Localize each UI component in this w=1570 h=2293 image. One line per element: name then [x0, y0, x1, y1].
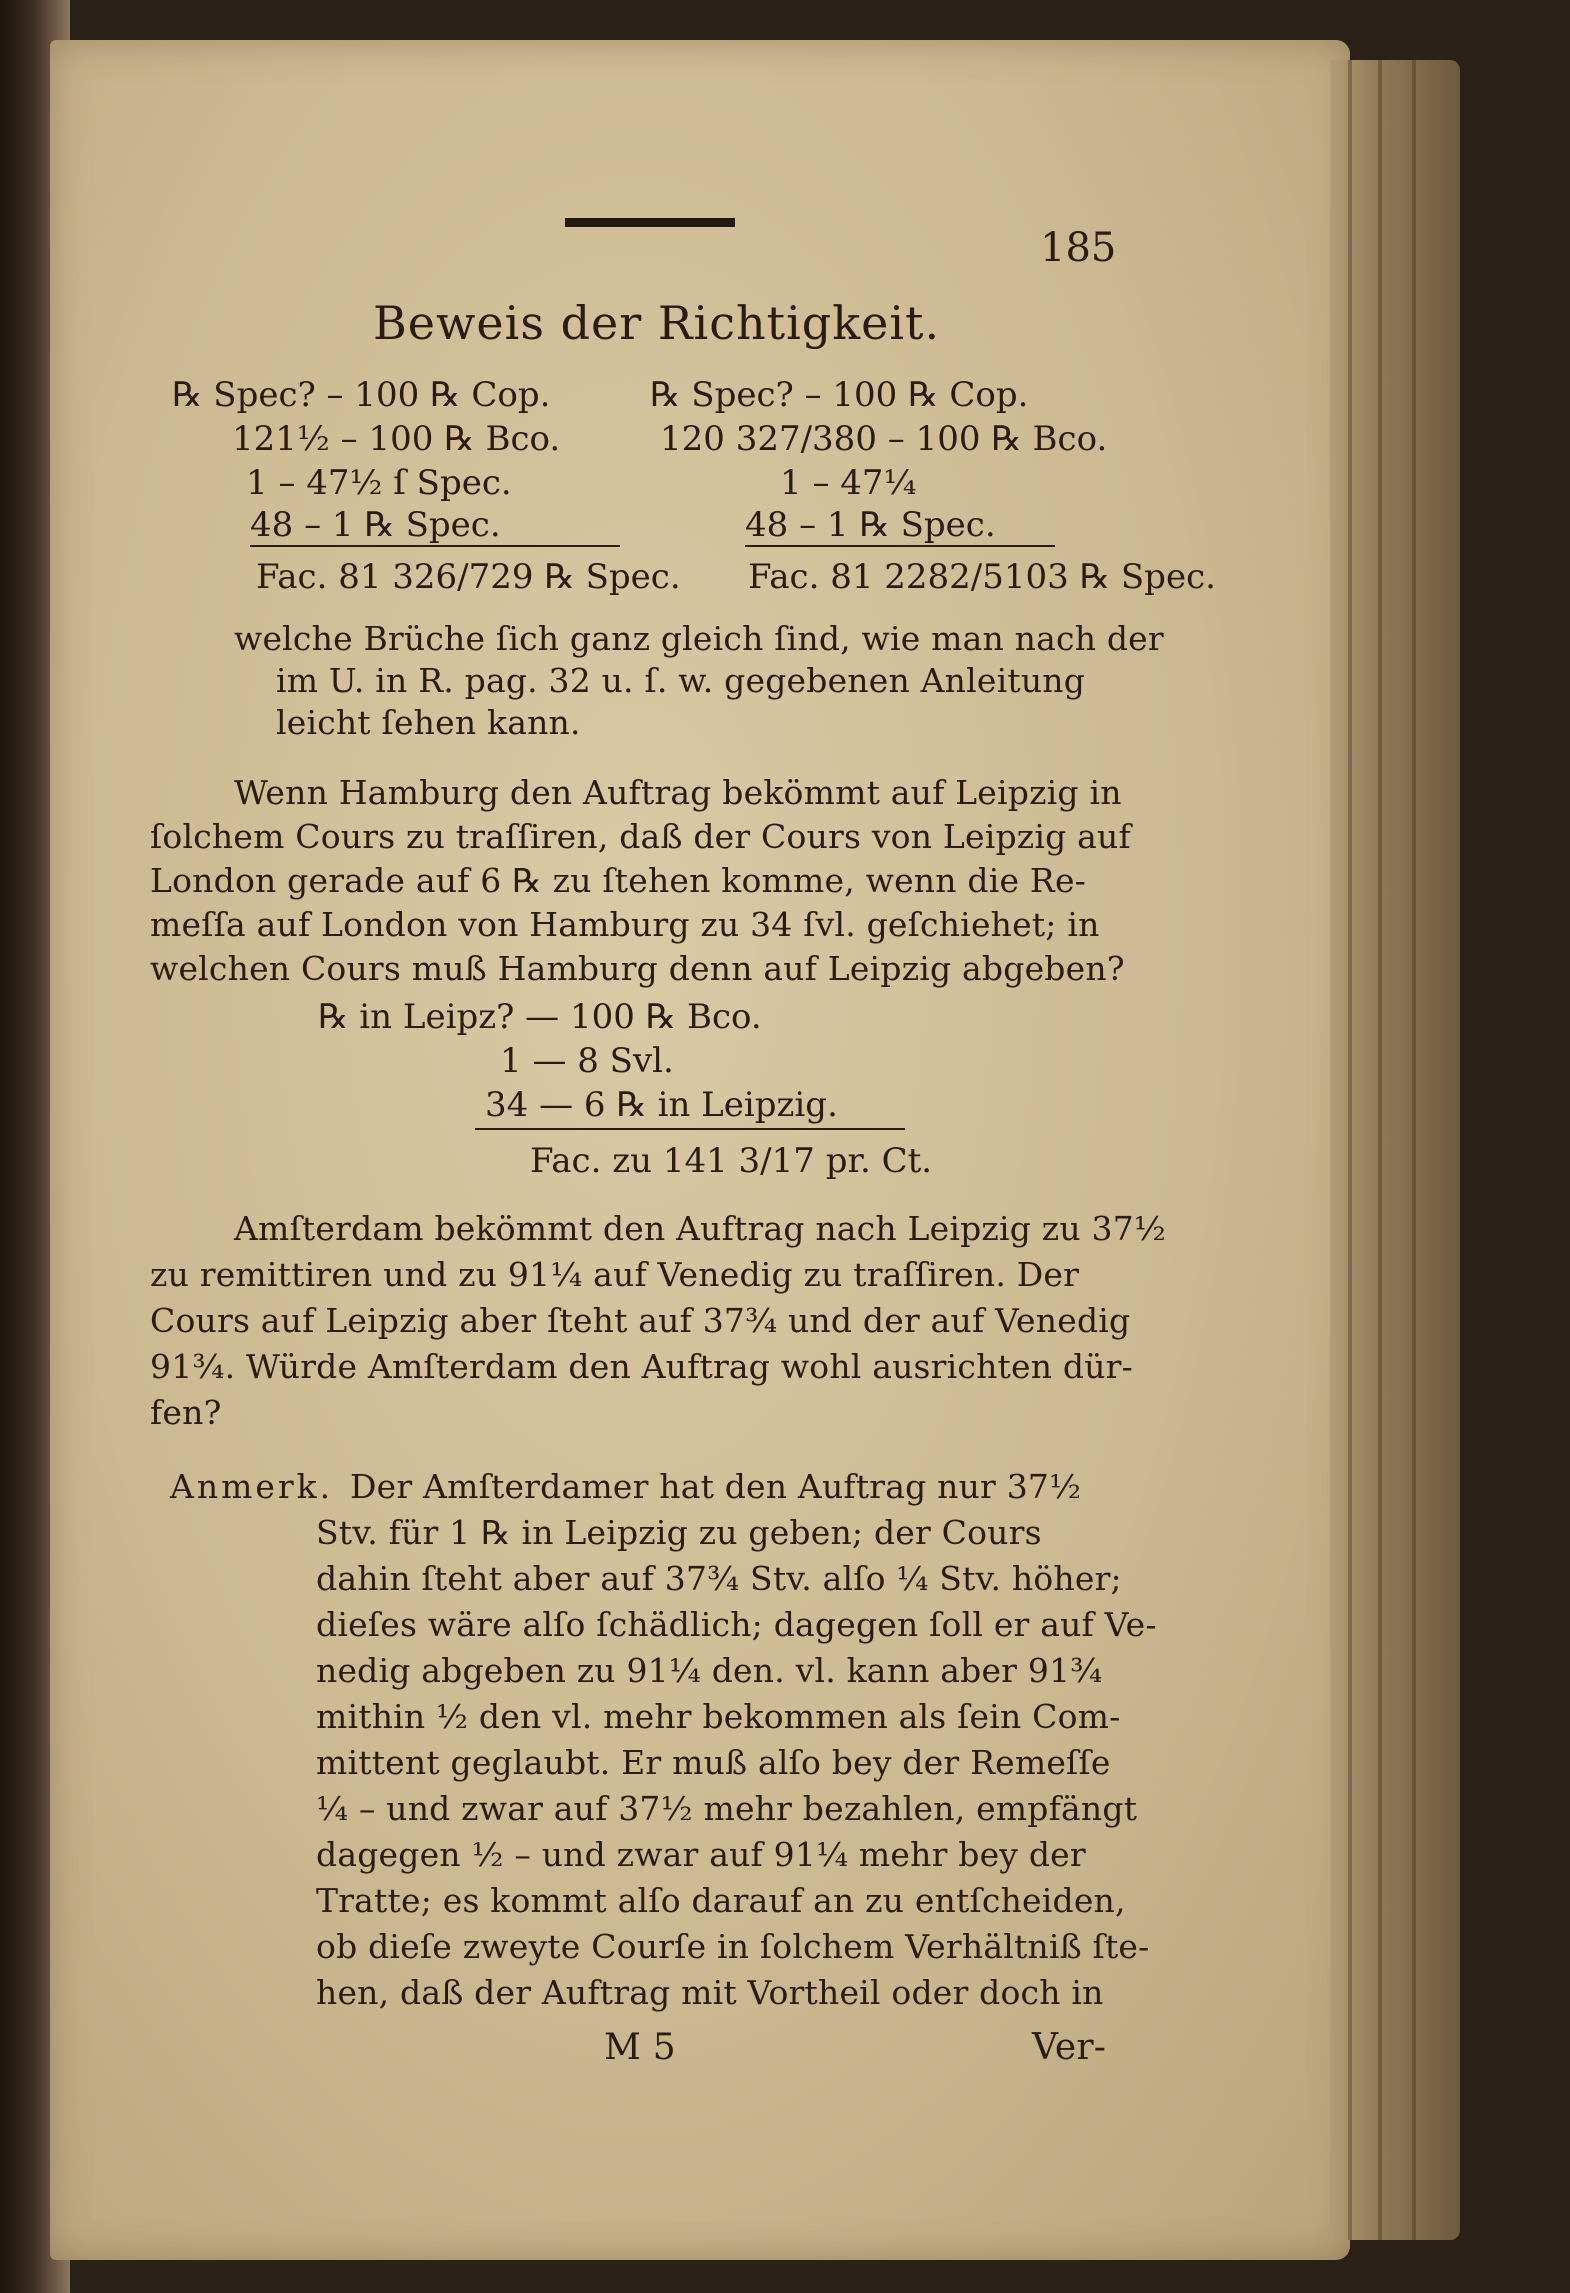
- proof-left-row-4: 48 – 1 ℞ Spec.: [250, 505, 501, 545]
- anmerk-line-12: hen, daß der Auftrag mit Vortheil oder doch in: [316, 1973, 1104, 2012]
- anmerk-line-11: ob dieſe zweyte Courſe in ſolchem Verhältniß ſte-: [316, 1927, 1150, 1966]
- para1-line-3: London gerade auf 6 ℞ zu ſtehen komme, wenn die Re-: [150, 861, 1087, 900]
- anmerk-line-2: Stv. für 1 ℞ in Leipzig zu geben; der Cours: [316, 1513, 1042, 1552]
- anmerk-line-4: dieſes wäre alſo ſchädlich; dagegen ſoll er auf Ve-: [316, 1605, 1157, 1644]
- proof-left-result: Fac. 81 326/729 ℞ Spec.: [256, 557, 681, 597]
- proof-note-line-3: leicht ſehen kann.: [276, 703, 581, 742]
- proof-right-row-4: 48 – 1 ℞ Spec.: [745, 505, 996, 545]
- proof-right-result: Fac. 81 2282/5103 ℞ Spec.: [748, 557, 1216, 597]
- calc-rule: [475, 1128, 905, 1130]
- anmerk-line-10: Tratte; es kommt alſo darauf an zu entſcheiden,: [316, 1881, 1126, 1920]
- section-heading: Beweis der Richtigkeit.: [373, 296, 941, 350]
- para1-line-2: ſolchem Cours zu traſſiren, daß der Cours von Leipzig auf: [150, 817, 1131, 856]
- para1-line-5: welchen Cours muß Hamburg denn auf Leipzig abgeben?: [150, 949, 1125, 988]
- proof-left-rule: [250, 545, 620, 547]
- calc-row-1: ℞ in Leipz? — 100 ℞ Bco.: [318, 997, 762, 1037]
- signature-mark: M 5: [604, 2027, 676, 2068]
- calc-row-2: 1 — 8 Svl.: [500, 1041, 674, 1081]
- anmerk-line-8: ¼ – und zwar auf 37½ mehr bezahlen, empfängt: [316, 1789, 1138, 1828]
- anmerk-line-3: dahin ſteht aber auf 37¾ Stv. alſo ¼ Stv. höher;: [316, 1559, 1122, 1598]
- proof-right-rule: [745, 545, 1055, 547]
- para1-line-1: Wenn Hamburg den Auftrag bekömmt auf Leipzig in: [234, 773, 1122, 812]
- para2-line-5: fen?: [150, 1393, 222, 1432]
- anmerk-line-6: mithin ½ den vl. mehr bekommen als ſein Com-: [316, 1697, 1121, 1736]
- proof-left-row-2: 121½ – 100 ℞ Bco.: [232, 419, 561, 459]
- para2-line-2: zu remittiren und zu 91¼ auf Venedig zu traſſiren. Der: [150, 1255, 1080, 1294]
- para1-line-4: meſſa auf London von Hamburg zu 34 ſvl. geſchiehet; in: [150, 905, 1100, 944]
- anmerk-line-9: dagegen ½ – und zwar auf 91¼ mehr bey der: [316, 1835, 1086, 1874]
- calc-result: Fac. zu 141 3/17 pr. Ct.: [530, 1141, 933, 1181]
- proof-right-row-2: 120 327/380 – 100 ℞ Bco.: [660, 419, 1108, 459]
- anmerk-line-7: mittent geglaubt. Er muß alſo bey der Remeſſe: [316, 1743, 1111, 1782]
- para2-line-1: Amſterdam bekömmt den Auftrag nach Leipzig zu 37½: [234, 1209, 1167, 1248]
- proof-note-line-1: welche Brüche ſich ganz gleich ſind, wie man nach der: [234, 619, 1164, 658]
- proof-note-line-2: im U. in R. pag. 32 u. ſ. w. gegebenen Anleitung: [276, 661, 1086, 700]
- anmerk-line-1: Der Amſterdamer hat den Auftrag nur 37½: [350, 1467, 1082, 1506]
- proof-right-row-1: ℞ Spec? – 100 ℞ Cop.: [650, 375, 1029, 415]
- proof-left-row-1: ℞ Spec? – 100 ℞ Cop.: [172, 375, 551, 415]
- header-rule: [565, 218, 735, 227]
- anmerk-label: Anmerk.: [170, 1467, 334, 1506]
- anmerk-line-5: nedig abgeben zu 91¼ den. vl. kann aber 91¾: [316, 1651, 1103, 1690]
- catchword: Ver-: [1032, 2027, 1107, 2068]
- para2-line-4: 91¾. Würde Amſterdam den Auftrag wohl ausrichten dür-: [150, 1347, 1133, 1386]
- calc-row-3: 34 — 6 ℞ in Leipzig.: [485, 1085, 838, 1125]
- para2-line-3: Cours auf Leipzig aber ſteht auf 37¾ und der auf Venedig: [150, 1301, 1131, 1340]
- proof-left-row-3: 1 – 47½ ſ Spec.: [246, 463, 512, 503]
- page-number: 185: [1040, 225, 1117, 271]
- proof-right-row-3: 1 – 47¼: [780, 463, 917, 503]
- book-page-edges: [1330, 60, 1460, 2240]
